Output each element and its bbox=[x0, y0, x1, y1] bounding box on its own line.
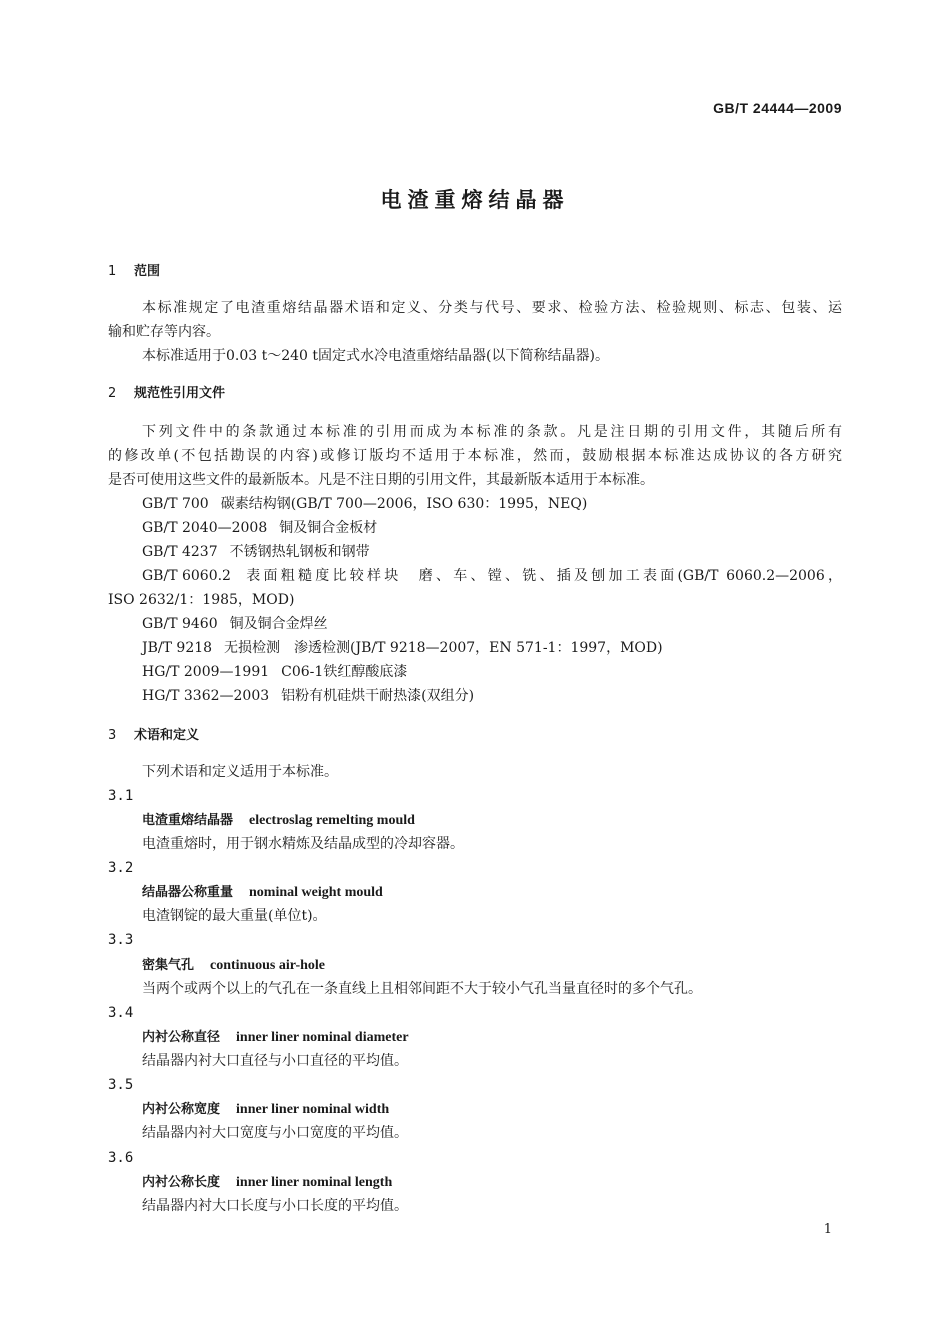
term-english: continuous air-hole bbox=[210, 958, 326, 973]
term-english: inner liner nominal diameter bbox=[236, 1030, 409, 1045]
term-chinese: 结晶器公称重量 bbox=[142, 885, 234, 900]
term-definition: 结晶器内衬大口长度与小口长度的平均值。 bbox=[142, 1198, 408, 1214]
reference-title: 表面粗糙度比较样块 磨、车、镗、铣、插及刨加工表面(GB/T 6060.2—2006， bbox=[242, 568, 842, 584]
reference-item bbox=[142, 494, 587, 514]
term-chinese: 内衬公称宽度 bbox=[142, 1102, 221, 1117]
reference-item bbox=[142, 542, 370, 562]
term-heading bbox=[142, 1172, 392, 1193]
term-number: 3.5 bbox=[108, 1077, 134, 1093]
reference-item bbox=[142, 566, 842, 586]
term-english: nominal weight mould bbox=[249, 885, 383, 900]
section-1-para-1-line-1: 本标准规定了电渣重熔结晶器术语和定义、分类与代号、要求、检验方法、检验规则、标志、包装、运 bbox=[142, 300, 842, 316]
standard-code: GB/T 24444—2009 bbox=[713, 100, 842, 116]
document-title: 电渣重熔结晶器 bbox=[380, 188, 570, 212]
term-heading bbox=[142, 1099, 389, 1120]
reference-code: GB/T 4237 bbox=[142, 544, 218, 560]
section-1-title: 范围 bbox=[134, 264, 161, 279]
reference-item bbox=[142, 686, 474, 706]
term-definition: 电渣重熔时，用于钢水精炼及结晶成型的冷却容器。 bbox=[142, 836, 464, 852]
reference-code: HG/T 2009—1991 bbox=[142, 664, 270, 680]
section-2-number: 2 bbox=[108, 386, 117, 401]
reference-code: GB/T 2040—2008 bbox=[142, 520, 268, 536]
reference-continuation: ISO 2632/1：1985，MOD) bbox=[108, 592, 295, 608]
section-3-intro: 下列术语和定义适用于本标准。 bbox=[142, 764, 338, 780]
term-heading bbox=[142, 955, 325, 976]
section-1-heading bbox=[108, 262, 160, 282]
section-2-intro-line-1: 下列文件中的条款通过本标准的引用而成为本标准的条款。凡是注日期的引用文件，其随后所有 bbox=[142, 424, 842, 440]
reference-item bbox=[142, 518, 377, 538]
reference-code: JB/T 9218 bbox=[142, 640, 213, 656]
term-number: 3.4 bbox=[108, 1005, 134, 1021]
reference-title: 碳素结构钢(GB/T 700—2006，ISO 630：1995，NEQ) bbox=[220, 496, 588, 512]
term-number: 3.6 bbox=[108, 1150, 134, 1166]
reference-item bbox=[142, 638, 663, 658]
section-3-title: 术语和定义 bbox=[134, 728, 200, 743]
reference-item bbox=[142, 614, 328, 634]
term-heading bbox=[142, 882, 383, 903]
reference-title: 铜及铜合金板材 bbox=[279, 520, 378, 536]
term-definition: 结晶器内衬大口直径与小口直径的平均值。 bbox=[142, 1053, 408, 1069]
term-english: inner liner nominal width bbox=[236, 1102, 390, 1117]
term-definition: 电渣钢锭的最大重量(单位t)。 bbox=[142, 908, 327, 924]
section-2-title: 规范性引用文件 bbox=[134, 386, 226, 401]
term-english: inner liner nominal length bbox=[236, 1175, 393, 1190]
term-heading bbox=[142, 810, 415, 831]
reference-code: GB/T 9460 bbox=[142, 616, 218, 632]
reference-title: 铜及铜合金焊丝 bbox=[229, 616, 328, 632]
section-1-para-1-line-2: 输和贮存等内容。 bbox=[108, 324, 220, 340]
reference-title: 铝粉有机硅烘干耐热漆(双组分) bbox=[281, 688, 475, 704]
reference-code: HG/T 3362—2003 bbox=[142, 688, 270, 704]
section-3-number: 3 bbox=[108, 728, 117, 743]
term-chinese: 密集气孔 bbox=[142, 958, 195, 973]
reference-title: C06-1铁红醇酸底漆 bbox=[281, 664, 408, 680]
term-definition: 结晶器内衬大口宽度与小口宽度的平均值。 bbox=[142, 1125, 408, 1141]
term-chinese: 内衬公称直径 bbox=[142, 1030, 221, 1045]
reference-code: GB/T 700 bbox=[142, 496, 209, 512]
term-chinese: 内衬公称长度 bbox=[142, 1175, 221, 1190]
section-2-heading bbox=[108, 384, 225, 404]
term-chinese: 电渣重熔结晶器 bbox=[142, 813, 234, 828]
term-english: electroslag remelting mould bbox=[249, 813, 415, 828]
reference-code: GB/T 6060.2 bbox=[142, 568, 231, 584]
section-2-intro-line-2: 的修改单(不包括勘误的内容)或修订版均不适用于本标准，然而，鼓励根据本标准达成协议的各方研究 bbox=[108, 448, 842, 464]
section-3-heading bbox=[108, 726, 199, 746]
term-number: 3.2 bbox=[108, 860, 134, 876]
reference-item bbox=[142, 662, 407, 682]
term-heading bbox=[142, 1027, 409, 1048]
reference-title: 无损检测 渗透检测(JB/T 9218—2007，EN 571-1：1997，MOD) bbox=[224, 640, 663, 656]
reference-title: 不锈钢热轧钢板和钢带 bbox=[229, 544, 370, 560]
term-number: 3.1 bbox=[108, 788, 134, 804]
section-2-intro-line-3: 是否可使用这些文件的最新版本。凡是不注日期的引用文件，其最新版本适用于本标准。 bbox=[108, 472, 654, 488]
term-number: 3.3 bbox=[108, 932, 134, 948]
page-number: 1 bbox=[823, 1222, 832, 1237]
section-1-number: 1 bbox=[108, 264, 117, 279]
section-1-para-2: 本标准适用于0.03 t～240 t固定式水冷电渣重熔结晶器(以下简称结晶器)。 bbox=[142, 348, 609, 364]
term-definition: 当两个或两个以上的气孔在一条直线上且相邻间距不大于较小气孔当量直径时的多个气孔。 bbox=[142, 981, 702, 997]
